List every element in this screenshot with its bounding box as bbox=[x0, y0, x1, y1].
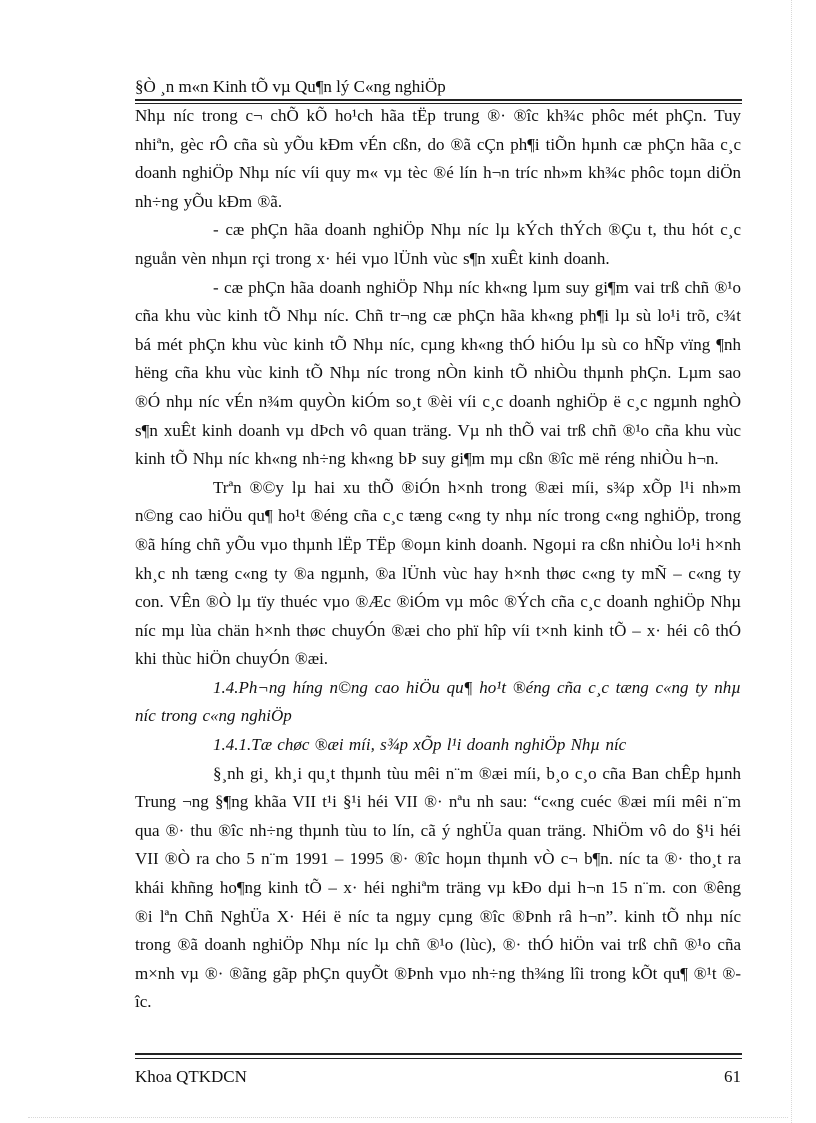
footer-rule-thin bbox=[135, 1058, 742, 1059]
footer-faculty: Khoa QTKDCN bbox=[135, 1067, 247, 1086]
section-heading-1-4: 1.4.Ph¬ng híng n©ng cao hiÖu qu¶ ho¹t ®éng cña c¸c tæng c«ng ty nhµ níc trong c«ng nghiÖp bbox=[135, 677, 741, 726]
running-header: §Ò ¸n m«n Kinh tÕ vµ Qu¶n lý C«ng nghiÖp bbox=[135, 77, 446, 96]
page-number: 61 bbox=[724, 1067, 741, 1086]
page-boundary-bottom bbox=[28, 1117, 788, 1118]
paragraph-continuation: Nhµ níc trong c¬ chÕ kÕ ho¹ch hãa tËp trung ®· ®îc kh¾c phôc mét phÇn. Tuy nhiªn, gèc rÔ cña sù yÕu kÐm vÉn cßn, do ®ã cÇn ph¶i tiÕn hµnh cæ phÇn hãa c¸c doanh nghiÖp Nhµ níc víi quy m« vµ tèc ®é lín h¬n tríc nh»m kh¾c phôc toµn diÖn nh÷ng yÕu kÐm ®ã. bbox=[135, 106, 741, 211]
body-text bbox=[135, 102, 741, 1017]
section-heading-1-4-1: 1.4.1.Tæ chøc ®æi míi, s¾p xÕp l¹i doanh nghiÖp Nhµ níc bbox=[213, 735, 627, 755]
footer-rule bbox=[135, 1053, 742, 1055]
paragraph-bullet-state-role: - cæ phÇn hãa doanh nghiÖp Nhµ níc kh«ng lµm suy gi¶m vai trß chñ ®¹o cña khu vùc kinh tÕ Nhµ níc. Chñ tr¬ng cæ phÇn hãa kh«ng ph¶i lµ sù lo¹i trõ, c¾t bá mét phÇn khu vùc kinh tÕ Nhµ níc, cµng kh«ng thÓ hiÓu lµ sù co hÑp vïng ¶nh hëng cña khu vùc kinh tÕ Nhµ níc trong nÒn kinh tÕ nhiÒu thµnh phÇn. Lµm sao ®Ó nhµ níc vÉn n¾m quyÒn kiÓm so¸t ®èi víi c¸c doanh nghiÖp ë c¸c ngµnh nghÒ s¶n xuÊt kinh doanh vµ dÞch vô quan träng. Vµ nh thÕ vai trß chñ ®¹o cña khu vùc kinh tÕ Nhµ níc kh«ng nh÷ng kh«ng bÞ suy gi¶m mµ cßn ®îc më réng nhiÒu h¬n. bbox=[135, 277, 741, 469]
paragraph-bullet-investment: - cæ phÇn hãa doanh nghiÖp Nhµ níc lµ kÝch thÝch ®Çu t, thu hót c¸c nguån vèn nhµn rçi trong x· héi vµo lÜnh vùc s¶n xuÊt kinh doanh. bbox=[135, 220, 741, 268]
header-rule bbox=[135, 99, 742, 101]
paragraph-assessment: §¸nh gi¸ kh¸i qu¸t thµnh tùu mêi n¨m ®æi míi, b¸o c¸o cña Ban chÊp hµnh Trung ¬ng §¶ng khãa VII t¹i §¹i héi VII ®· nªu nh sau: “c«ng cuéc ®æi míi mêi n¨m qua ®· thu ®îc nh÷ng thµnh tùu to lín, cã ý nghÜa quan träng. NhiÖm vô do §¹i héi VII ®Ò ra cho 5 n¨m 1991 – 1995 ®· ®îc hoµn thµnh vÒ c¬ b¶n. níc ta ®· tho¸t ra khái khñng ho¶ng kinh tÕ – x· héi nghiªm träng vµ kÐo dµi h¬n 15 n¨m. con ®êng ®i lªn Chñ NghÜa X· Héi ë níc ta ngµy cµng ®îc ®Þnh râ h¬n”. kinh tÕ nhµ níc trong ®ã doanh nghiÖp Nhµ níc lµ chñ ®¹o (lùc), ®· thÓ hiÖn vai trß chñ ®¹o cña m×nh vµ ®· ®ãng gãp phÇn quyÕt ®Þnh vµo nh÷ng th¾ng lîi trong kÕt qu¶ ®¹t ®îc. bbox=[135, 763, 741, 1012]
page-boundary-right bbox=[791, 0, 792, 1123]
paragraph-trends: Trªn ®©y lµ hai xu thÕ ®iÓn h×nh trong ®æi míi, s¾p xÕp l¹i nh»m n©ng cao hiÖu qu¶ ho¹t ®éng cña c¸c tæng c«ng ty nhµ níc trong c«ng nghiÖp, trong ®ã híng chñ yÕu vµo thµnh lËp TËp ®oµn kinh doanh. Ngoµi ra cßn nhiÒu lo¹i h×nh kh¸c nh tæng c«ng ty ®a ngµnh, ®a lÜnh vùc hay h×nh thøc c«ng ty mÑ – c«ng ty con. VÊn ®Ò lµ tïy thuéc vµo ®Æc ®iÓm vµ môc ®Ých cña c¸c doanh nghiÖp Nhµ níc mµ lùa chän h×nh thøc chuyÓn ®æi cho phï hîp víi t×nh kinh tÕ – x· héi cô thÓ khi thùc hiÖn chuyÓn ®æi. bbox=[135, 477, 741, 669]
